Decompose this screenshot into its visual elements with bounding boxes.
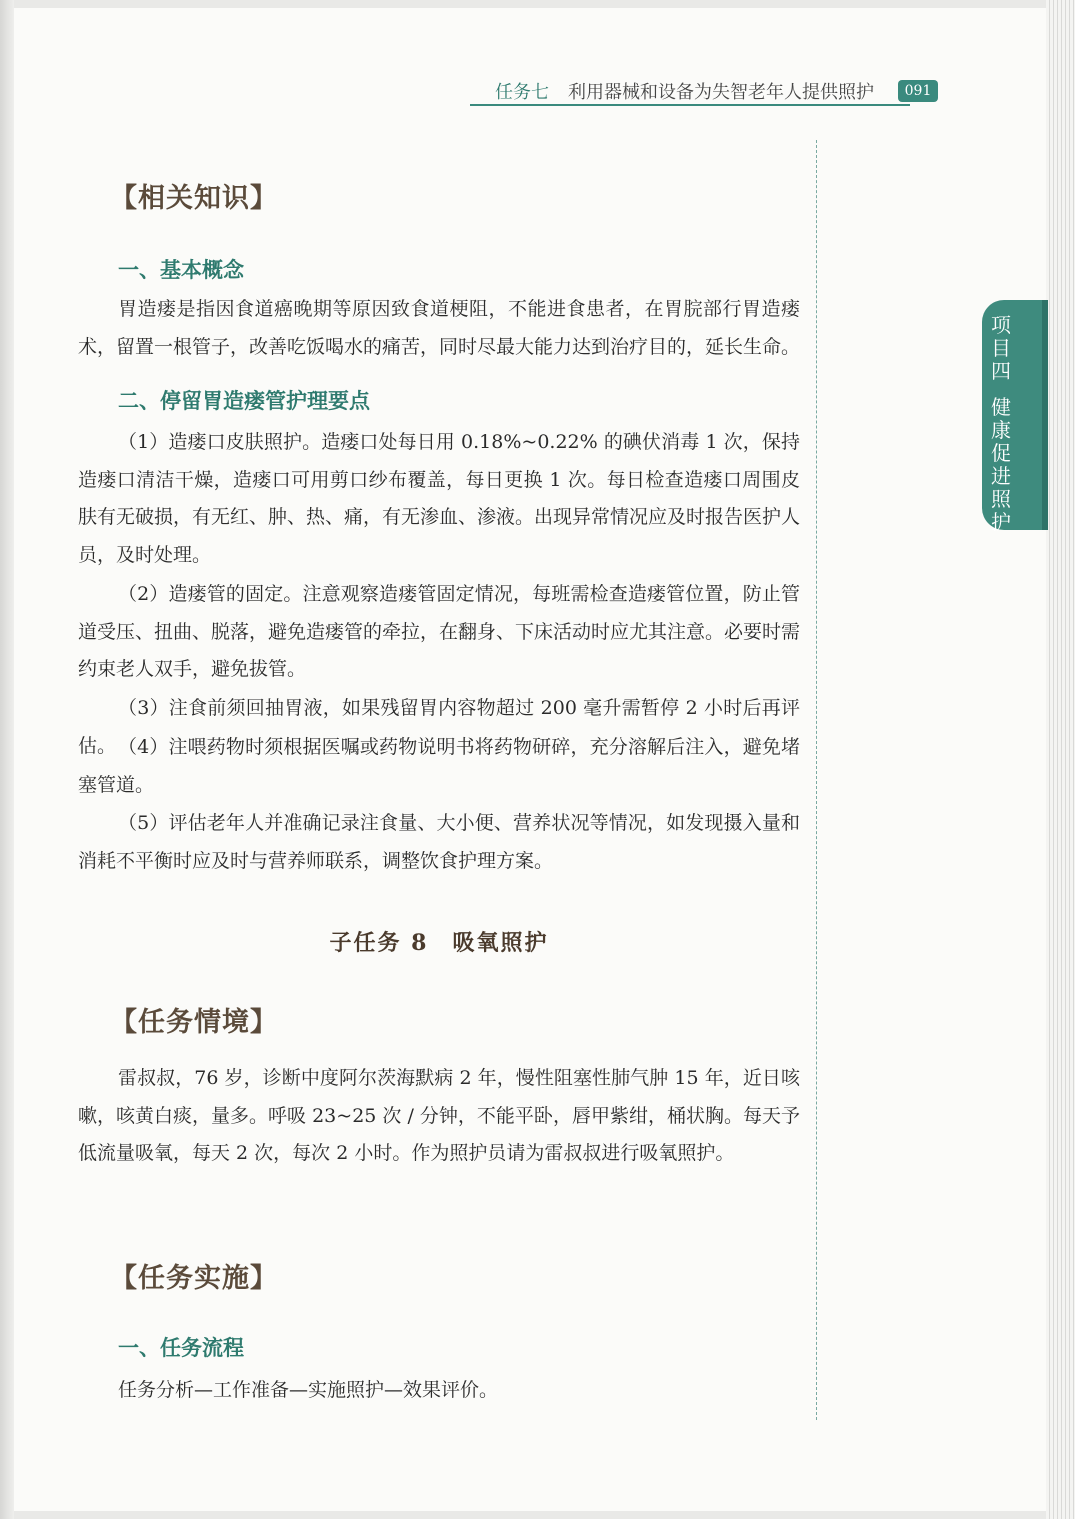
subtask-title: 子任务 8 吸氧照护 bbox=[329, 930, 549, 956]
paragraph-care-1: （1）造瘘口皮肤照护。造瘘口处每日用 0.18%~0.22% 的碘伏消毒 1 次，保持造瘘口清洁干燥，造瘘口可用剪口纱布覆盖，每日更换 1 次。每日检查造瘘口周围皮肤有无破损，有无红、肿、热、痛，有无渗血、渗液。出现异常情况应及时报告医护人员，及时处理。 bbox=[78, 431, 801, 566]
subheading-care-points: 二、停留胃造瘘管护理要点 bbox=[118, 389, 370, 413]
paragraph-care-2: （2）造瘘管的固定。注意观察造瘘管固定情况，每班需检查造瘘管位置，防止管道受压、扭曲、脱落，避免造瘘管的牵拉，在翻身、下床活动时应尤其注意。必要时需约束老人双手，避免拔管。 bbox=[78, 583, 801, 680]
paragraph-workflow: 任务分析—工作准备—实施照护—效果评价。 bbox=[118, 1379, 499, 1401]
side-tab-part: 项目四 bbox=[991, 313, 1011, 383]
paragraph-concept: 胃造瘘是指因食道癌晚期等原因致食道梗阻，不能进食患者，在胃脘部行胃造瘘术，留置一根管子，改善吃饭喝水的痛苦，同时尽最大能力达到治疗目的，延长生命。 bbox=[78, 298, 801, 358]
running-header bbox=[470, 78, 940, 108]
paragraph-care-4: （4）注喂药物时须根据医嘱或药物说明书将药物研碎，充分溶解后注入，避免堵塞管道。 bbox=[78, 736, 800, 796]
paragraph-scenario: 雷叔叔，76 岁，诊断中度阿尔茨海默病 2 年，慢性阻塞性肺气肿 15 年，近日咳嗽，咳黄白痰，量多。呼吸 23~25 次 / 分钟，不能平卧，唇甲紫绀，桶状胸。每天予低流量吸氧，每天 2 次，每次 2 小时。作为照护员请为雷叔叔进行吸氧照护。 bbox=[78, 1067, 800, 1164]
header-chapter: 任务七 bbox=[495, 82, 549, 103]
page-number-badge: 091 bbox=[898, 80, 938, 102]
margin-dashed-rule bbox=[816, 140, 817, 1420]
paragraph-care-3: （3）注食前须回抽胃液，如果残留胃内容物超过 200 毫升需暂停 2 小时后再评估。 bbox=[78, 697, 800, 757]
page-stack-edge bbox=[1046, 0, 1075, 1519]
section-heading-scenario: 【任务情境】 bbox=[110, 1007, 278, 1038]
header-title: 利用器械和设备为失智老年人提供照护 bbox=[568, 82, 874, 103]
section-heading-implementation: 【任务实施】 bbox=[110, 1263, 278, 1294]
project-side-tab bbox=[982, 300, 1048, 534]
subheading-workflow: 一、任务流程 bbox=[118, 1336, 244, 1360]
paragraph-care-5: （5）评估老年人并准确记录注食量、大小便、营养状况等情况，如发现摄入量和消耗不平衡时应及时与营养师联系，调整饮食护理方案。 bbox=[78, 812, 800, 872]
side-tab-topic: 健康促进照护 bbox=[991, 395, 1011, 534]
header-rule bbox=[470, 104, 910, 106]
scan-left-edge bbox=[0, 0, 14, 1519]
subheading-basic-concepts: 一、基本概念 bbox=[118, 258, 244, 282]
section-heading-knowledge: 【相关知识】 bbox=[110, 183, 278, 214]
